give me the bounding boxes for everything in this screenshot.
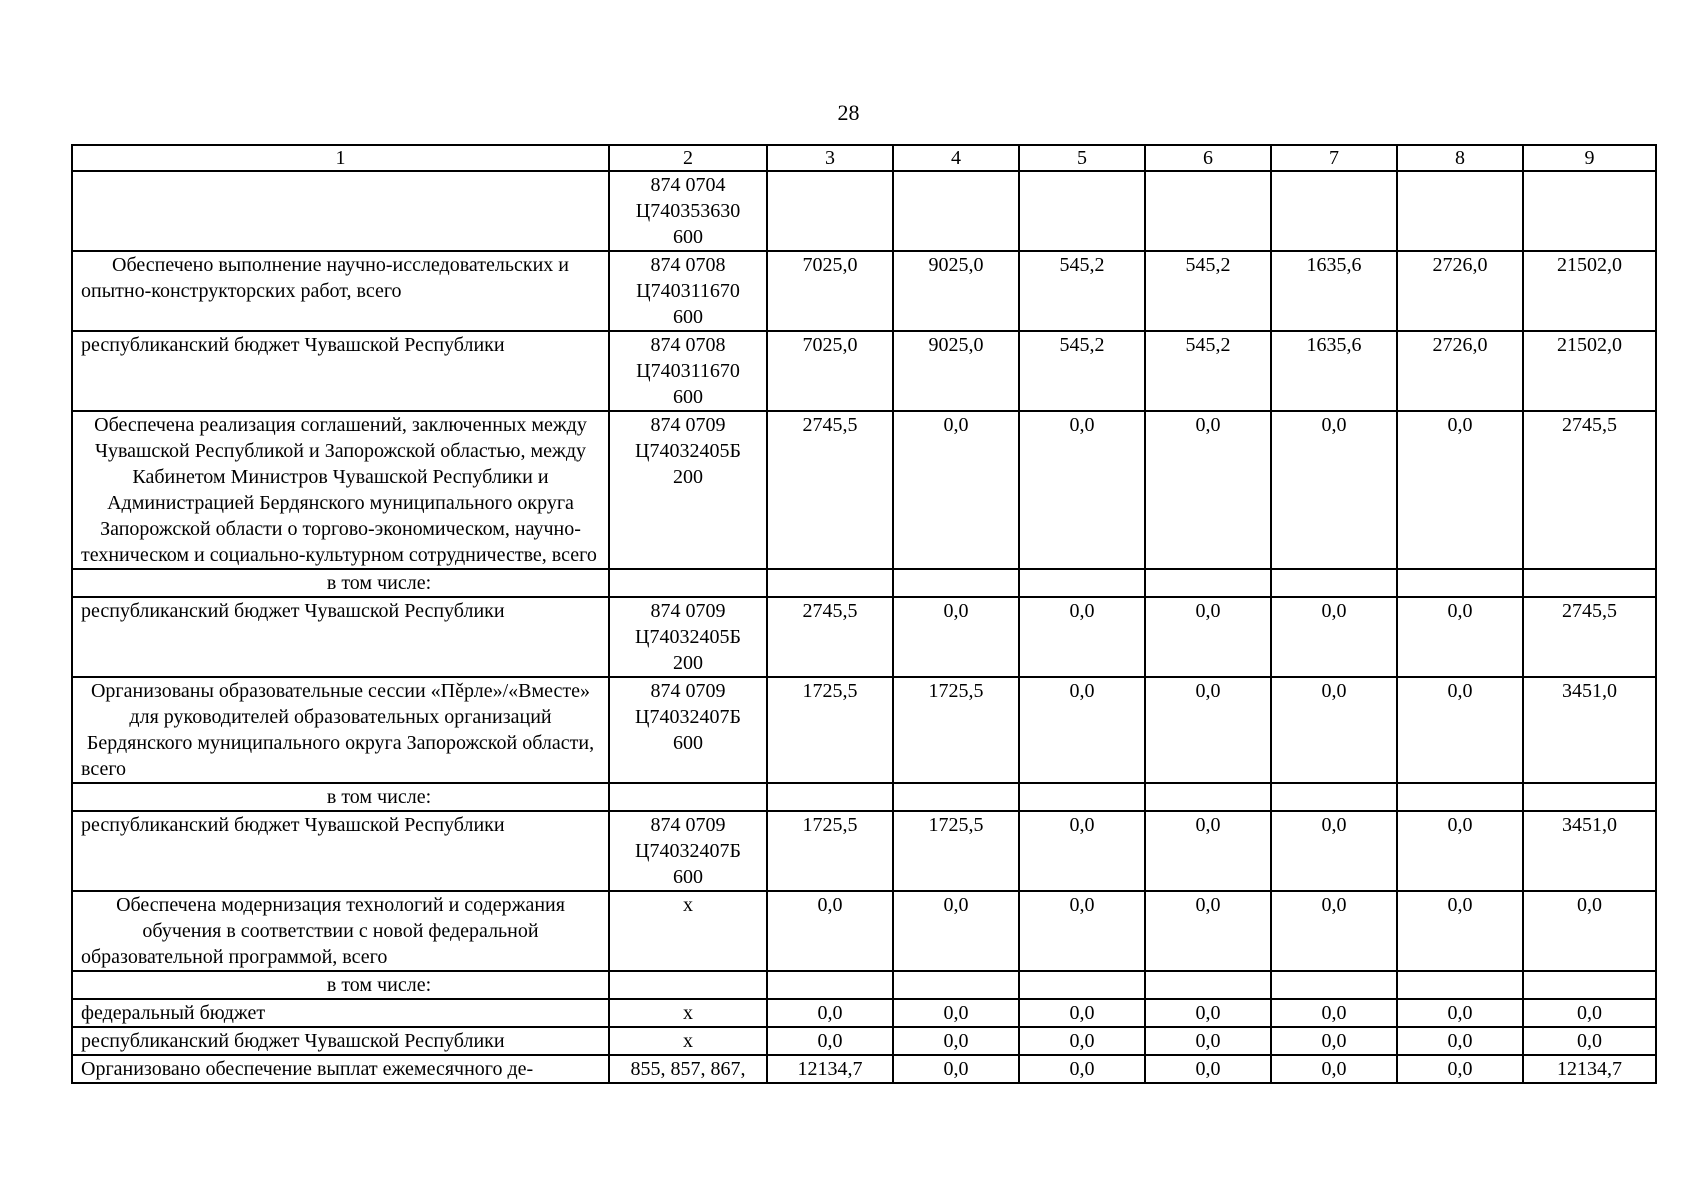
budget-code-line: 874 0709 xyxy=(650,600,726,622)
table-row xyxy=(72,891,1656,971)
amount-cell xyxy=(767,783,893,811)
amount-cell: 1725,5 xyxy=(893,811,1019,891)
amount-cell xyxy=(893,569,1019,597)
amount-cell: 2726,0 xyxy=(1397,331,1523,411)
including-label: в том числе: xyxy=(72,971,609,999)
amount-cell: 1635,6 xyxy=(1271,331,1397,411)
amount-cell: 0,0 xyxy=(1271,811,1397,891)
amount-cell: 0,0 xyxy=(1397,811,1523,891)
amount-cell xyxy=(1523,783,1656,811)
amount-cell xyxy=(1523,971,1656,999)
budget-code-cell xyxy=(609,811,767,891)
budget-code-line: 600 xyxy=(673,226,703,248)
column-header: 4 xyxy=(893,145,1019,171)
amount-cell: 0,0 xyxy=(1019,677,1145,783)
amount-cell: 0,0 xyxy=(1271,677,1397,783)
amount-cell: 0,0 xyxy=(1397,1055,1523,1083)
amount-cell: 0,0 xyxy=(1271,1027,1397,1055)
budget-code-cell xyxy=(609,783,767,811)
amount-cell: 0,0 xyxy=(767,891,893,971)
budget-code-line: 874 0708 xyxy=(650,254,726,276)
amount-cell xyxy=(1145,971,1271,999)
budget-code-cell xyxy=(609,411,767,569)
budget-code-line: 855, 857, 867, xyxy=(630,1058,746,1080)
column-header: 5 xyxy=(1019,145,1145,171)
budget-code-cell xyxy=(609,597,767,677)
amount-cell: 12134,7 xyxy=(1523,1055,1656,1083)
amount-cell: 0,0 xyxy=(1397,677,1523,783)
amount-cell xyxy=(767,971,893,999)
including-label: в том числе: xyxy=(72,569,609,597)
column-header: 2 xyxy=(609,145,767,171)
amount-cell: 0,0 xyxy=(1019,891,1145,971)
amount-cell xyxy=(767,171,893,251)
amount-cell xyxy=(1019,569,1145,597)
budget-code-line: Ц740311670 xyxy=(636,360,740,382)
amount-cell: 0,0 xyxy=(893,411,1019,569)
budget-code-cell xyxy=(609,331,767,411)
row-label xyxy=(72,171,609,251)
amount-cell xyxy=(1271,569,1397,597)
amount-cell: 1725,5 xyxy=(767,811,893,891)
row-label: Обеспечена реализация соглашений, заключенных между Чувашской Республикой и Запорожской областью, между Кабинетом Министров Чувашской Республики и Администрацией Бердянского муниципального округа Запорожской области о торгово-экономическом, научно-техническом и социально-культурном сотрудничестве, всего xyxy=(72,411,609,569)
column-header: 1 xyxy=(72,145,609,171)
budget-code-cell xyxy=(609,999,767,1027)
amount-cell xyxy=(1019,171,1145,251)
amount-cell: 21502,0 xyxy=(1523,331,1656,411)
amount-cell xyxy=(767,569,893,597)
column-header: 8 xyxy=(1397,145,1523,171)
table-row xyxy=(72,1055,1656,1083)
amount-cell: 0,0 xyxy=(1145,677,1271,783)
budget-code-line: Ц74032405Б xyxy=(635,626,741,648)
amount-cell: 0,0 xyxy=(1019,1027,1145,1055)
table-row xyxy=(72,331,1656,411)
amount-cell: 0,0 xyxy=(1397,411,1523,569)
amount-cell: 1725,5 xyxy=(893,677,1019,783)
amount-cell: 0,0 xyxy=(1019,999,1145,1027)
column-header: 6 xyxy=(1145,145,1271,171)
row-label: Организовано обеспечение выплат ежемесячного де- xyxy=(72,1055,609,1083)
including-label: в том числе: xyxy=(72,783,609,811)
amount-cell: 2745,5 xyxy=(767,411,893,569)
row-label: Обеспечено выполнение научно-исследовательских и опытно-конструкторских работ, всего xyxy=(72,251,609,331)
budget-code-cell xyxy=(609,1027,767,1055)
amount-cell xyxy=(1019,783,1145,811)
amount-cell xyxy=(1397,783,1523,811)
budget-code-line: 200 xyxy=(673,652,703,674)
amount-cell: 0,0 xyxy=(893,1027,1019,1055)
amount-cell: 2745,5 xyxy=(1523,411,1656,569)
amount-cell xyxy=(1271,171,1397,251)
amount-cell: 0,0 xyxy=(1145,891,1271,971)
amount-cell: 0,0 xyxy=(767,1027,893,1055)
budget-code-line: 874 0709 xyxy=(650,414,726,436)
amount-cell: 0,0 xyxy=(1271,999,1397,1027)
amount-cell xyxy=(1019,971,1145,999)
amount-cell: 0,0 xyxy=(1145,811,1271,891)
budget-code-line: Ц74032407Б xyxy=(635,706,741,728)
amount-cell: 9025,0 xyxy=(893,331,1019,411)
row-label: республиканский бюджет Чувашской Республики xyxy=(72,1027,609,1055)
amount-cell: 0,0 xyxy=(1523,891,1656,971)
amount-cell: 0,0 xyxy=(1145,1055,1271,1083)
amount-cell xyxy=(893,783,1019,811)
amount-cell: 2745,5 xyxy=(767,597,893,677)
amount-cell: 0,0 xyxy=(893,1055,1019,1083)
amount-cell xyxy=(1397,971,1523,999)
amount-cell xyxy=(893,171,1019,251)
budget-code-line: х xyxy=(683,1030,693,1052)
budget-code-line: 874 0709 xyxy=(650,680,726,702)
budget-code-cell xyxy=(609,677,767,783)
budget-code-line: Ц74032407Б xyxy=(635,840,741,862)
budget-code-cell xyxy=(609,251,767,331)
amount-cell: 545,2 xyxy=(1145,251,1271,331)
budget-code-cell xyxy=(609,569,767,597)
amount-cell: 7025,0 xyxy=(767,331,893,411)
amount-cell: 0,0 xyxy=(1271,891,1397,971)
budget-code-line: 600 xyxy=(673,306,703,328)
amount-cell: 1725,5 xyxy=(767,677,893,783)
budget-code-cell xyxy=(609,971,767,999)
amount-cell: 3451,0 xyxy=(1523,677,1656,783)
table-row xyxy=(72,811,1656,891)
column-header: 7 xyxy=(1271,145,1397,171)
column-header: 9 xyxy=(1523,145,1656,171)
table-row xyxy=(72,999,1656,1027)
amount-cell xyxy=(1145,171,1271,251)
table-row xyxy=(72,597,1656,677)
budget-code-line: 874 0704 xyxy=(650,174,726,196)
amount-cell: 2726,0 xyxy=(1397,251,1523,331)
row-label: Обеспечена модернизация технологий и содержания обучения в соответствии с новой федеральной образовательной программой, всего xyxy=(72,891,609,971)
amount-cell xyxy=(1145,569,1271,597)
budget-code-cell xyxy=(609,1055,767,1083)
amount-cell: 0,0 xyxy=(1145,999,1271,1027)
budget-code-line: 200 xyxy=(673,466,703,488)
budget-code-line: 600 xyxy=(673,866,703,888)
table-row xyxy=(72,171,1656,251)
amount-cell: 12134,7 xyxy=(767,1055,893,1083)
row-label: Организованы образовательные сессии «Пěрле»/«Вместе» для руководителей образовательных организаций Бердянского муниципального округа Запорожской области, всего xyxy=(72,677,609,783)
budget-code-line: Ц740353630 xyxy=(635,200,741,222)
amount-cell: 7025,0 xyxy=(767,251,893,331)
amount-cell: 0,0 xyxy=(1397,999,1523,1027)
amount-cell: 0,0 xyxy=(1019,811,1145,891)
budget-code-line: 874 0709 xyxy=(650,814,726,836)
column-header: 3 xyxy=(767,145,893,171)
amount-cell: 0,0 xyxy=(893,597,1019,677)
amount-cell: 9025,0 xyxy=(893,251,1019,331)
table-row xyxy=(72,411,1656,569)
budget-code-cell xyxy=(609,891,767,971)
amount-cell xyxy=(1271,971,1397,999)
amount-cell: 545,2 xyxy=(1145,331,1271,411)
amount-cell xyxy=(1145,783,1271,811)
amount-cell: 0,0 xyxy=(1397,597,1523,677)
amount-cell xyxy=(1523,171,1656,251)
table-row xyxy=(72,251,1656,331)
amount-cell: 0,0 xyxy=(1397,1027,1523,1055)
budget-code-line: х xyxy=(683,894,693,916)
amount-cell: 0,0 xyxy=(1145,597,1271,677)
amount-cell: 0,0 xyxy=(1019,1055,1145,1083)
amount-cell: 2745,5 xyxy=(1523,597,1656,677)
table-row xyxy=(72,677,1656,783)
row-label: республиканский бюджет Чувашской Республики xyxy=(72,811,609,891)
amount-cell: 0,0 xyxy=(767,999,893,1027)
budget-code-line: х xyxy=(683,1002,693,1024)
amount-cell: 0,0 xyxy=(1523,999,1656,1027)
row-label: республиканский бюджет Чувашской Республики xyxy=(72,597,609,677)
budget-code-line: 600 xyxy=(673,386,703,408)
amount-cell: 0,0 xyxy=(1145,411,1271,569)
amount-cell xyxy=(1397,569,1523,597)
page-number: 28 xyxy=(837,100,860,125)
budget-code-line: 600 xyxy=(673,732,703,754)
amount-cell: 0,0 xyxy=(1271,411,1397,569)
amount-cell: 0,0 xyxy=(893,999,1019,1027)
budget-code-line: Ц74032405Б xyxy=(635,440,741,462)
amount-cell: 21502,0 xyxy=(1523,251,1656,331)
table-row xyxy=(72,783,1656,811)
amount-cell xyxy=(1397,171,1523,251)
amount-cell: 0,0 xyxy=(893,891,1019,971)
budget-code-line: Ц740311670 xyxy=(636,280,740,302)
amount-cell xyxy=(1523,569,1656,597)
table-row xyxy=(72,1027,1656,1055)
amount-cell: 0,0 xyxy=(1271,1055,1397,1083)
amount-cell xyxy=(893,971,1019,999)
amount-cell: 0,0 xyxy=(1397,891,1523,971)
amount-cell: 0,0 xyxy=(1523,1027,1656,1055)
amount-cell: 545,2 xyxy=(1019,331,1145,411)
budget-code-line: 874 0708 xyxy=(650,334,726,356)
amount-cell: 3451,0 xyxy=(1523,811,1656,891)
row-label: федеральный бюджет xyxy=(72,999,609,1027)
row-label: республиканский бюджет Чувашской Республики xyxy=(72,331,609,411)
column-number-row xyxy=(72,145,1656,171)
amount-cell: 0,0 xyxy=(1271,597,1397,677)
amount-cell xyxy=(1271,783,1397,811)
table-row xyxy=(72,569,1656,597)
amount-cell: 545,2 xyxy=(1019,251,1145,331)
amount-cell: 1635,6 xyxy=(1271,251,1397,331)
amount-cell: 0,0 xyxy=(1019,597,1145,677)
budget-table xyxy=(71,144,1657,1084)
budget-code-cell xyxy=(609,171,767,251)
amount-cell: 0,0 xyxy=(1145,1027,1271,1055)
table-row xyxy=(72,971,1656,999)
amount-cell: 0,0 xyxy=(1019,411,1145,569)
